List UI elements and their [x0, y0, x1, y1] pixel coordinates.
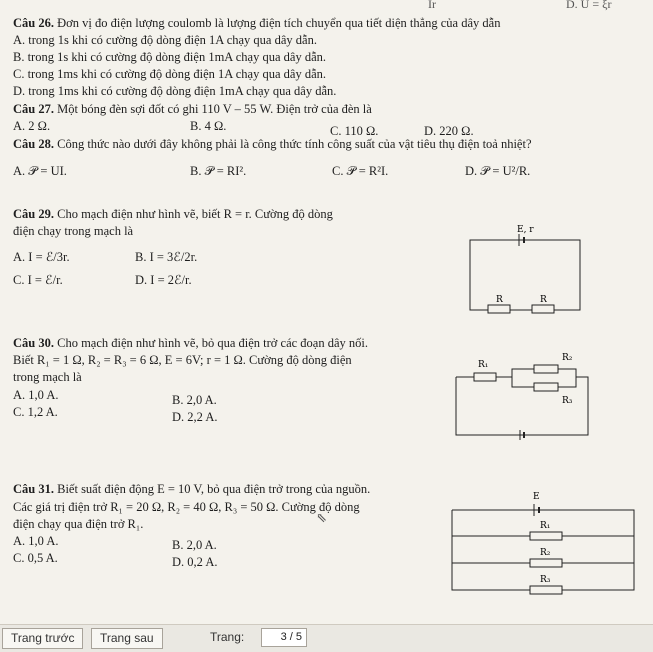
- question-title: Câu 28.: [13, 137, 54, 151]
- question-27: [13, 102, 372, 117]
- prev-question-fragment: Ir: [428, 0, 436, 11]
- resistor-29-right: [532, 305, 554, 313]
- r1-label-31: R₁: [540, 521, 551, 531]
- circuit-30: [452, 355, 592, 445]
- option-27d[interactable]: D. 220 Ω.: [424, 124, 474, 138]
- option-28c[interactable]: C. 𝒫 = R²I.: [332, 164, 389, 178]
- question-text: Biết suất điện động E = 10 V, bỏ qua điện trở trong của nguồn.: [57, 482, 371, 496]
- question-text: Cho mạch điện như hình vẽ, biết R = r. Cường độ dòng: [57, 207, 333, 221]
- resistor-31-r3: [530, 586, 562, 594]
- r2-label-30: R₂: [562, 353, 573, 363]
- question-text: Cho mạch điện như hình vẽ, bỏ qua điện trở các đoạn dây nối.: [57, 336, 368, 350]
- option-27b[interactable]: B. 4 Ω.: [190, 119, 227, 133]
- question-31: [13, 482, 370, 497]
- question-30-text3: trong mạch là: [13, 370, 82, 384]
- resistor-31-r1: [530, 532, 562, 540]
- question-29: [13, 207, 333, 222]
- option-28b[interactable]: B. 𝒫 = RI².: [190, 164, 247, 178]
- question-text: Một bóng đèn sợi đốt có ghi 110 V – 55 W. Điện trở của đèn là: [57, 102, 372, 116]
- page-label: Trang:: [210, 630, 245, 644]
- option-30b[interactable]: B. 2,0 A.: [172, 393, 217, 407]
- option-31a[interactable]: A. 1,0 A.: [13, 534, 59, 548]
- option-29c[interactable]: C. I = ℰ/r.: [13, 273, 63, 287]
- src-label-31: E: [533, 492, 540, 502]
- option-26c[interactable]: C. trong 1ms khi có cường độ dòng điện 1A chạy qua dây dẫn.: [13, 67, 326, 81]
- page-number-input[interactable]: 3 / 5: [261, 628, 307, 647]
- resistor-29-left: [488, 305, 510, 313]
- question-29-text2: điện chạy trong mạch là: [13, 224, 134, 238]
- resistor-30-r2: [534, 365, 558, 373]
- option-31b[interactable]: B. 2,0 A.: [172, 538, 217, 552]
- question-title: Câu 26.: [13, 16, 54, 30]
- question-text: Đơn vị đo điện lượng coulomb là lượng điện tích chuyển qua tiết diện thẳng của dây dẫn: [57, 16, 501, 30]
- option-27c[interactable]: C. 110 Ω.: [330, 124, 379, 138]
- circuit-30-wire: [456, 377, 588, 435]
- question-text: Công thức nào dưới đây không phải là công thức tính công suất của vật tiêu thụ điện toả nhiệt?: [57, 137, 532, 151]
- question-31-text2: Các giá trị điện trở R₁ = 20 Ω, R₂ = 40 Ω, R₃ = 50 Ω. Cường độ dòng: [13, 500, 360, 514]
- option-29d[interactable]: D. I = 2ℰ/r.: [135, 273, 192, 287]
- r-label-29-left: R: [496, 295, 503, 305]
- resistor-30-r1: [474, 373, 496, 381]
- source-label-29: E, r: [517, 225, 534, 235]
- resistor-31-r2: [530, 559, 562, 567]
- circuit-31: [448, 490, 638, 605]
- option-28a[interactable]: A. 𝒫 = UI.: [13, 164, 67, 178]
- circuit-29-wire: [470, 240, 580, 310]
- option-26d[interactable]: D. trong 1ms khi có cường độ dòng điện 1mA chạy qua dây dẫn.: [13, 84, 337, 98]
- circuit-29: [466, 224, 586, 314]
- r1-label-30: R₁: [478, 360, 489, 370]
- r3-label-30: R₃: [562, 396, 573, 406]
- resistor-30-r3: [534, 383, 558, 391]
- option-27a[interactable]: A. 2 Ω.: [13, 119, 51, 133]
- option-29a[interactable]: A. I = ℰ/3r.: [13, 250, 70, 264]
- prev-page-button[interactable]: Trang trước: [2, 628, 83, 649]
- question-title: Câu 29.: [13, 207, 54, 221]
- option-29b[interactable]: B. I = 3ℰ/2r.: [135, 250, 198, 264]
- r3-label-31: R₃: [540, 575, 551, 585]
- mouse-cursor-icon: ⇖: [316, 510, 327, 525]
- prev-answer-d: D. U = ξr: [566, 0, 612, 11]
- option-30a[interactable]: A. 1,0 A.: [13, 388, 59, 402]
- question-30-text2: Biết R₁ = 1 Ω, R₂ = R₃ = 6 Ω, E = 6V; r = 1 Ω. Cường độ dòng điện: [13, 353, 352, 367]
- r2-label-31: R₂: [540, 548, 551, 558]
- question-26: [13, 16, 500, 31]
- option-31c[interactable]: C. 0,5 A.: [13, 551, 58, 565]
- option-26b[interactable]: B. trong 1s khi có cường độ dòng điện 1mA chạy qua dây dẫn.: [13, 50, 326, 64]
- r-label-29-right: R: [540, 295, 547, 305]
- option-30c[interactable]: C. 1,2 A.: [13, 405, 58, 419]
- next-page-button[interactable]: Trang sau: [91, 628, 163, 649]
- question-title: Câu 31.: [13, 482, 54, 496]
- question-28: [13, 137, 532, 152]
- question-title: Câu 27.: [13, 102, 54, 116]
- question-31-text3: điện chạy qua điện trở R₁.: [13, 517, 144, 531]
- option-31d[interactable]: D. 0,2 A.: [172, 555, 218, 569]
- question-title: Câu 30.: [13, 336, 54, 350]
- option-28d[interactable]: D. 𝒫 = U²/R.: [465, 164, 531, 178]
- option-30d[interactable]: D. 2,2 A.: [172, 410, 218, 424]
- question-30: [13, 336, 368, 351]
- option-26a[interactable]: A. trong 1s khi có cường độ dòng điện 1A chạy qua dây dẫn.: [13, 33, 317, 47]
